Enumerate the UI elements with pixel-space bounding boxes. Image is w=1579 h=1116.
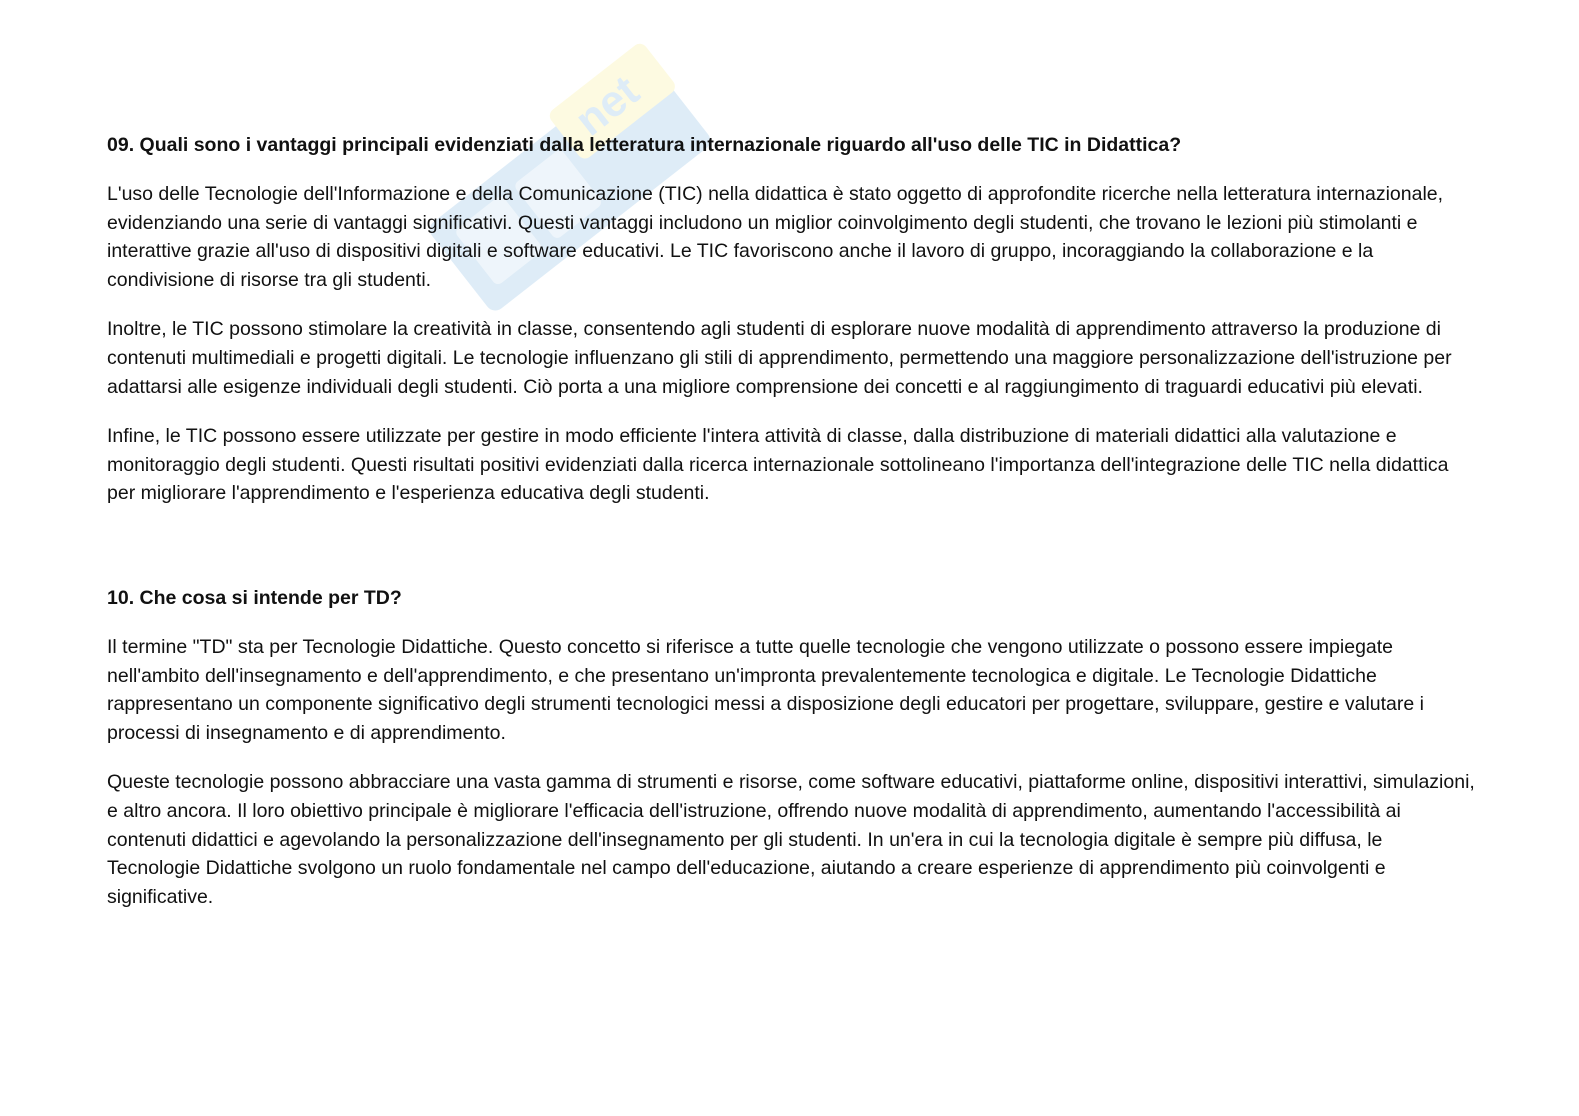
answer-paragraph: Inoltre, le TIC possono stimolare la creatività in classe, consentendo agli studenti di esplorare nuove modalità di apprendimento attraverso la produzione di contenuti multimediali e progetti digitali. Le tecnologie influenzano gli stili di apprendimento, permettendo una maggiore personalizzazione dell'istruzione per adattarsi alle esigenze individuali degli studenti. Ciò porta a una migliore comprensione dei concetti e al raggiungimento di traguardi educativi più elevati. [107, 318, 1452, 398]
section-spacer [107, 508, 1477, 584]
section-10 [107, 584, 1477, 911]
watermark-wordmark: net [566, 66, 649, 146]
question-heading: 09. Quali sono i vantaggi principali evidenziati dalla letteratura internazionale riguardo all'uso delle TIC in Didattica? [107, 134, 1182, 156]
question-heading: 10. Che cosa si intende per TD? [107, 586, 402, 609]
section-09 [107, 131, 1477, 508]
document-body [107, 131, 1477, 911]
answer-paragraph: Il termine "TD" sta per Tecnologie Didattiche. Questo concetto si riferisce a tutte quelle tecnologie che vengono utilizzate o possono essere impiegate nell'ambito dell'insegnamento e dell'apprendimento, e che presentano un'impronta prevalentemente tecnologica e digitale. Le Tecnologie Didattiche rappresentano un componente significativo degli strumenti tecnologici messi a disposizione degli educatori per progettare, sviluppare, gestire e valutare i processi di insegnamento e di apprendimento. [107, 635, 1424, 744]
answer-paragraph: L'uso delle Tecnologie dell'Informazione e della Comunicazione (TIC) nella didattica è stato oggetto di approfondite ricerche nella letteratura internazionale, evidenziando una serie di vantaggi significativi. Questi vantaggi includono un miglior coinvolgimento degli studenti, che trovano le lezioni più stimolanti e interattive grazie all'uso di dispositivi digitali e software educativi. Le TIC favoriscono anche il lavoro di gruppo, incoraggiando la collaborazione e la condivisione di risorse tra gli studenti. [107, 183, 1444, 291]
answer-paragraph: Infine, le TIC possono essere utilizzate per gestire in modo efficiente l'intera attività di classe, dalla distribuzione di materiali didattici alla valutazione e monitoraggio degli studenti. Questi risultati positivi evidenziati dalla ricerca internazionale sottolineano l'importanza dell'integrazione delle TIC nella didattica per migliorare l'apprendimento e l'esperienza educativa degli studenti. [107, 425, 1449, 505]
answer-paragraph: Queste tecnologie possono abbracciare una vasta gamma di strumenti e risorse, come software educativi, piattaforme online, dispositivi interattivi, simulazioni, e altro ancora. Il loro obiettivo principale è migliorare l'efficacia dell'istruzione, offrendo nuove modalità di apprendimento, aumentando l'accessibilità ai contenuti didattici e agevolando la personalizzazione dell'insegnamento per gli studenti. In un'era in cui la tecnologia digitale è sempre più diffusa, le Tecnologie Didattiche svolgono un ruolo fondamentale nel campo dell'educazione, aiutando a creare esperienze di apprendimento più coinvolgenti e significative. [107, 771, 1475, 908]
